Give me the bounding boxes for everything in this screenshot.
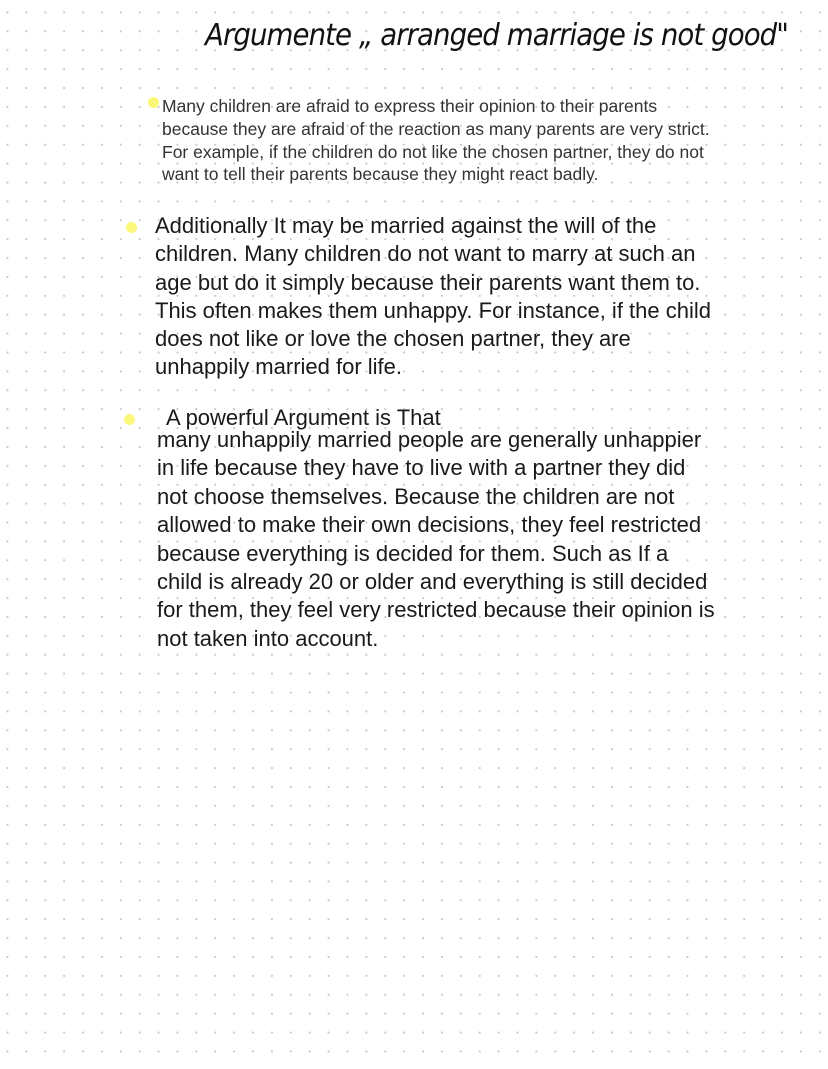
text-line: child is already 20 or older and everything is still decided: [157, 569, 708, 595]
text-line: not taken into account.: [157, 625, 379, 651]
text-line: Additionally It may be married against the will of the: [155, 213, 657, 238]
bullet-highlight-icon: [148, 97, 159, 108]
handwritten-title: Argumente „ arranged marriage is not good": [205, 18, 789, 53]
text-line: Many children are afraid to express their opinion to their parents: [162, 96, 658, 116]
argument-paragraph-2: [155, 212, 711, 382]
text-line: in life because they have to live with a partner they did: [157, 455, 686, 481]
argument-paragraph-3: [157, 426, 715, 653]
bullet-highlight-icon: [126, 222, 137, 233]
bullet-highlight-icon: [124, 414, 135, 425]
text-line: For example, if the children do not like the chosen partner, they do not: [162, 141, 704, 162]
text-line: for them, they feel very restricted because their opinion is: [157, 597, 715, 623]
text-line: because everything is decided for them. Such as If a: [157, 540, 669, 566]
text-line: does not like or love the chosen partner, they are: [155, 326, 631, 352]
text-line: many unhappily married people are generally unhappier: [157, 427, 702, 452]
text-line: This often makes them unhappy. For instance, if the child: [155, 297, 711, 323]
argument-heading-3: A powerful Argument is That: [166, 405, 441, 430]
text-line: unhappily married for life.: [155, 354, 403, 380]
text-line: because they are afraid of the reaction as many parents are very strict.: [162, 118, 710, 139]
text-line: not choose themselves. Because the children are not: [157, 483, 675, 509]
argument-paragraph-1: [162, 95, 710, 186]
text-line: children. Many children do not want to marry at such an: [155, 241, 696, 267]
text-line: want to tell their parents because they might react badly.: [162, 164, 599, 185]
text-line: age but do it simply because their parents want them to.: [155, 269, 701, 295]
text-line: allowed to make their own decisions, they feel restricted: [157, 512, 702, 538]
